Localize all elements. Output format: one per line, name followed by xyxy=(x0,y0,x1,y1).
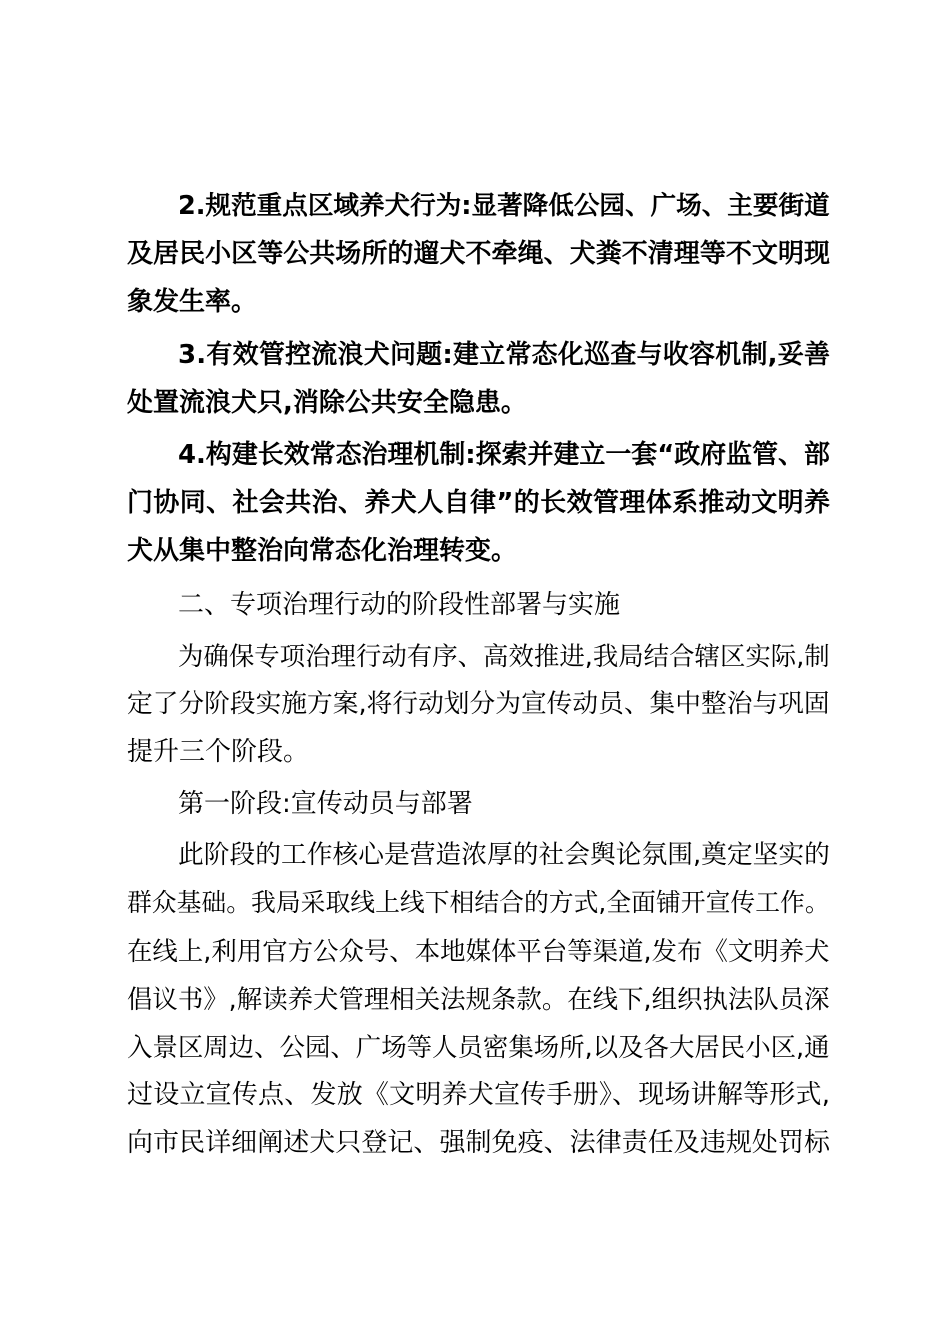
text-run: 2.规范重点区域养犬行为:显著降低公园、广场、主要街道 xyxy=(178,191,830,221)
text-run: 提升三个阶段。 xyxy=(127,737,310,767)
text-run: 在线上,利用官方公众号、本地媒体平台等渠道,发布《文明养犬 xyxy=(127,936,830,966)
paragraph-line xyxy=(127,1022,950,1072)
text-run: 4.构建长效常态治理机制:探索并建立一套“政府监管、部 xyxy=(178,440,830,470)
text-run: 定了分阶段实施方案,将行动划分为宣传动员、集中整治与巩固 xyxy=(127,689,830,719)
paragraph-line xyxy=(127,926,950,976)
paragraph-line xyxy=(178,631,950,681)
paragraph-line xyxy=(178,181,950,231)
text-run: 倡议书》,解读养犬管理相关法规条款。在线下,组织执法队员深 xyxy=(127,984,830,1014)
paragraph-line xyxy=(127,679,950,729)
paragraph-line xyxy=(127,277,950,327)
paragraph-line xyxy=(127,878,950,928)
text-run: 门协同、社会共治、养犬人自律”的长效管理体系推动文明养 xyxy=(127,488,831,518)
text-run: 二、专项治理行动的阶段性部署与实施 xyxy=(178,590,621,620)
paragraph-line xyxy=(127,229,950,279)
text-run: 第一阶段:宣传动员与部署 xyxy=(178,789,473,819)
text-run: 群众基础。我局采取线上线下相结合的方式,全面铺开宣传工作。 xyxy=(127,888,830,917)
paragraph-line xyxy=(127,378,950,428)
paragraph-line xyxy=(127,1118,950,1168)
text-run: 象发生率。 xyxy=(127,287,258,317)
text-run: 处置流浪犬只,消除公共安全隐患。 xyxy=(127,388,527,418)
paragraph-line xyxy=(178,430,950,480)
paragraph-line xyxy=(127,974,950,1024)
text-run: 此阶段的工作核心是营造浓厚的社会舆论氛围,奠定坚实的 xyxy=(178,840,830,870)
section-heading xyxy=(178,580,950,630)
paragraph-line xyxy=(127,1070,950,1120)
text-run: 过设立宣传点、发放《文明养犬宣传手册》、现场讲解等形式, xyxy=(127,1080,831,1110)
paragraph-line xyxy=(127,526,950,576)
text-run: 向市民详细阐述犬只登记、强制免疫、法律责任及违规处罚标 xyxy=(127,1128,831,1158)
text-run: 为确保专项治理行动有序、高效推进,我局结合辖区实际,制 xyxy=(178,641,830,671)
paragraph-line xyxy=(178,330,950,380)
text-run: 及居民小区等公共场所的遛犬不牵绳、犬粪不清理等不文明现 xyxy=(127,239,831,269)
paragraph-line xyxy=(127,478,950,528)
text-run: 犬从集中整治向常态化治理转变。 xyxy=(127,536,518,566)
text-run: 3.有效管控流浪犬问题:建立常态化巡查与收容机制,妥善 xyxy=(178,340,831,370)
paragraph-line xyxy=(127,727,950,777)
text-run: 入景区周边、公园、广场等人员密集场所,以及各大居民小区,通 xyxy=(127,1032,830,1062)
paragraph-line xyxy=(178,830,950,880)
stage-heading xyxy=(178,779,950,829)
